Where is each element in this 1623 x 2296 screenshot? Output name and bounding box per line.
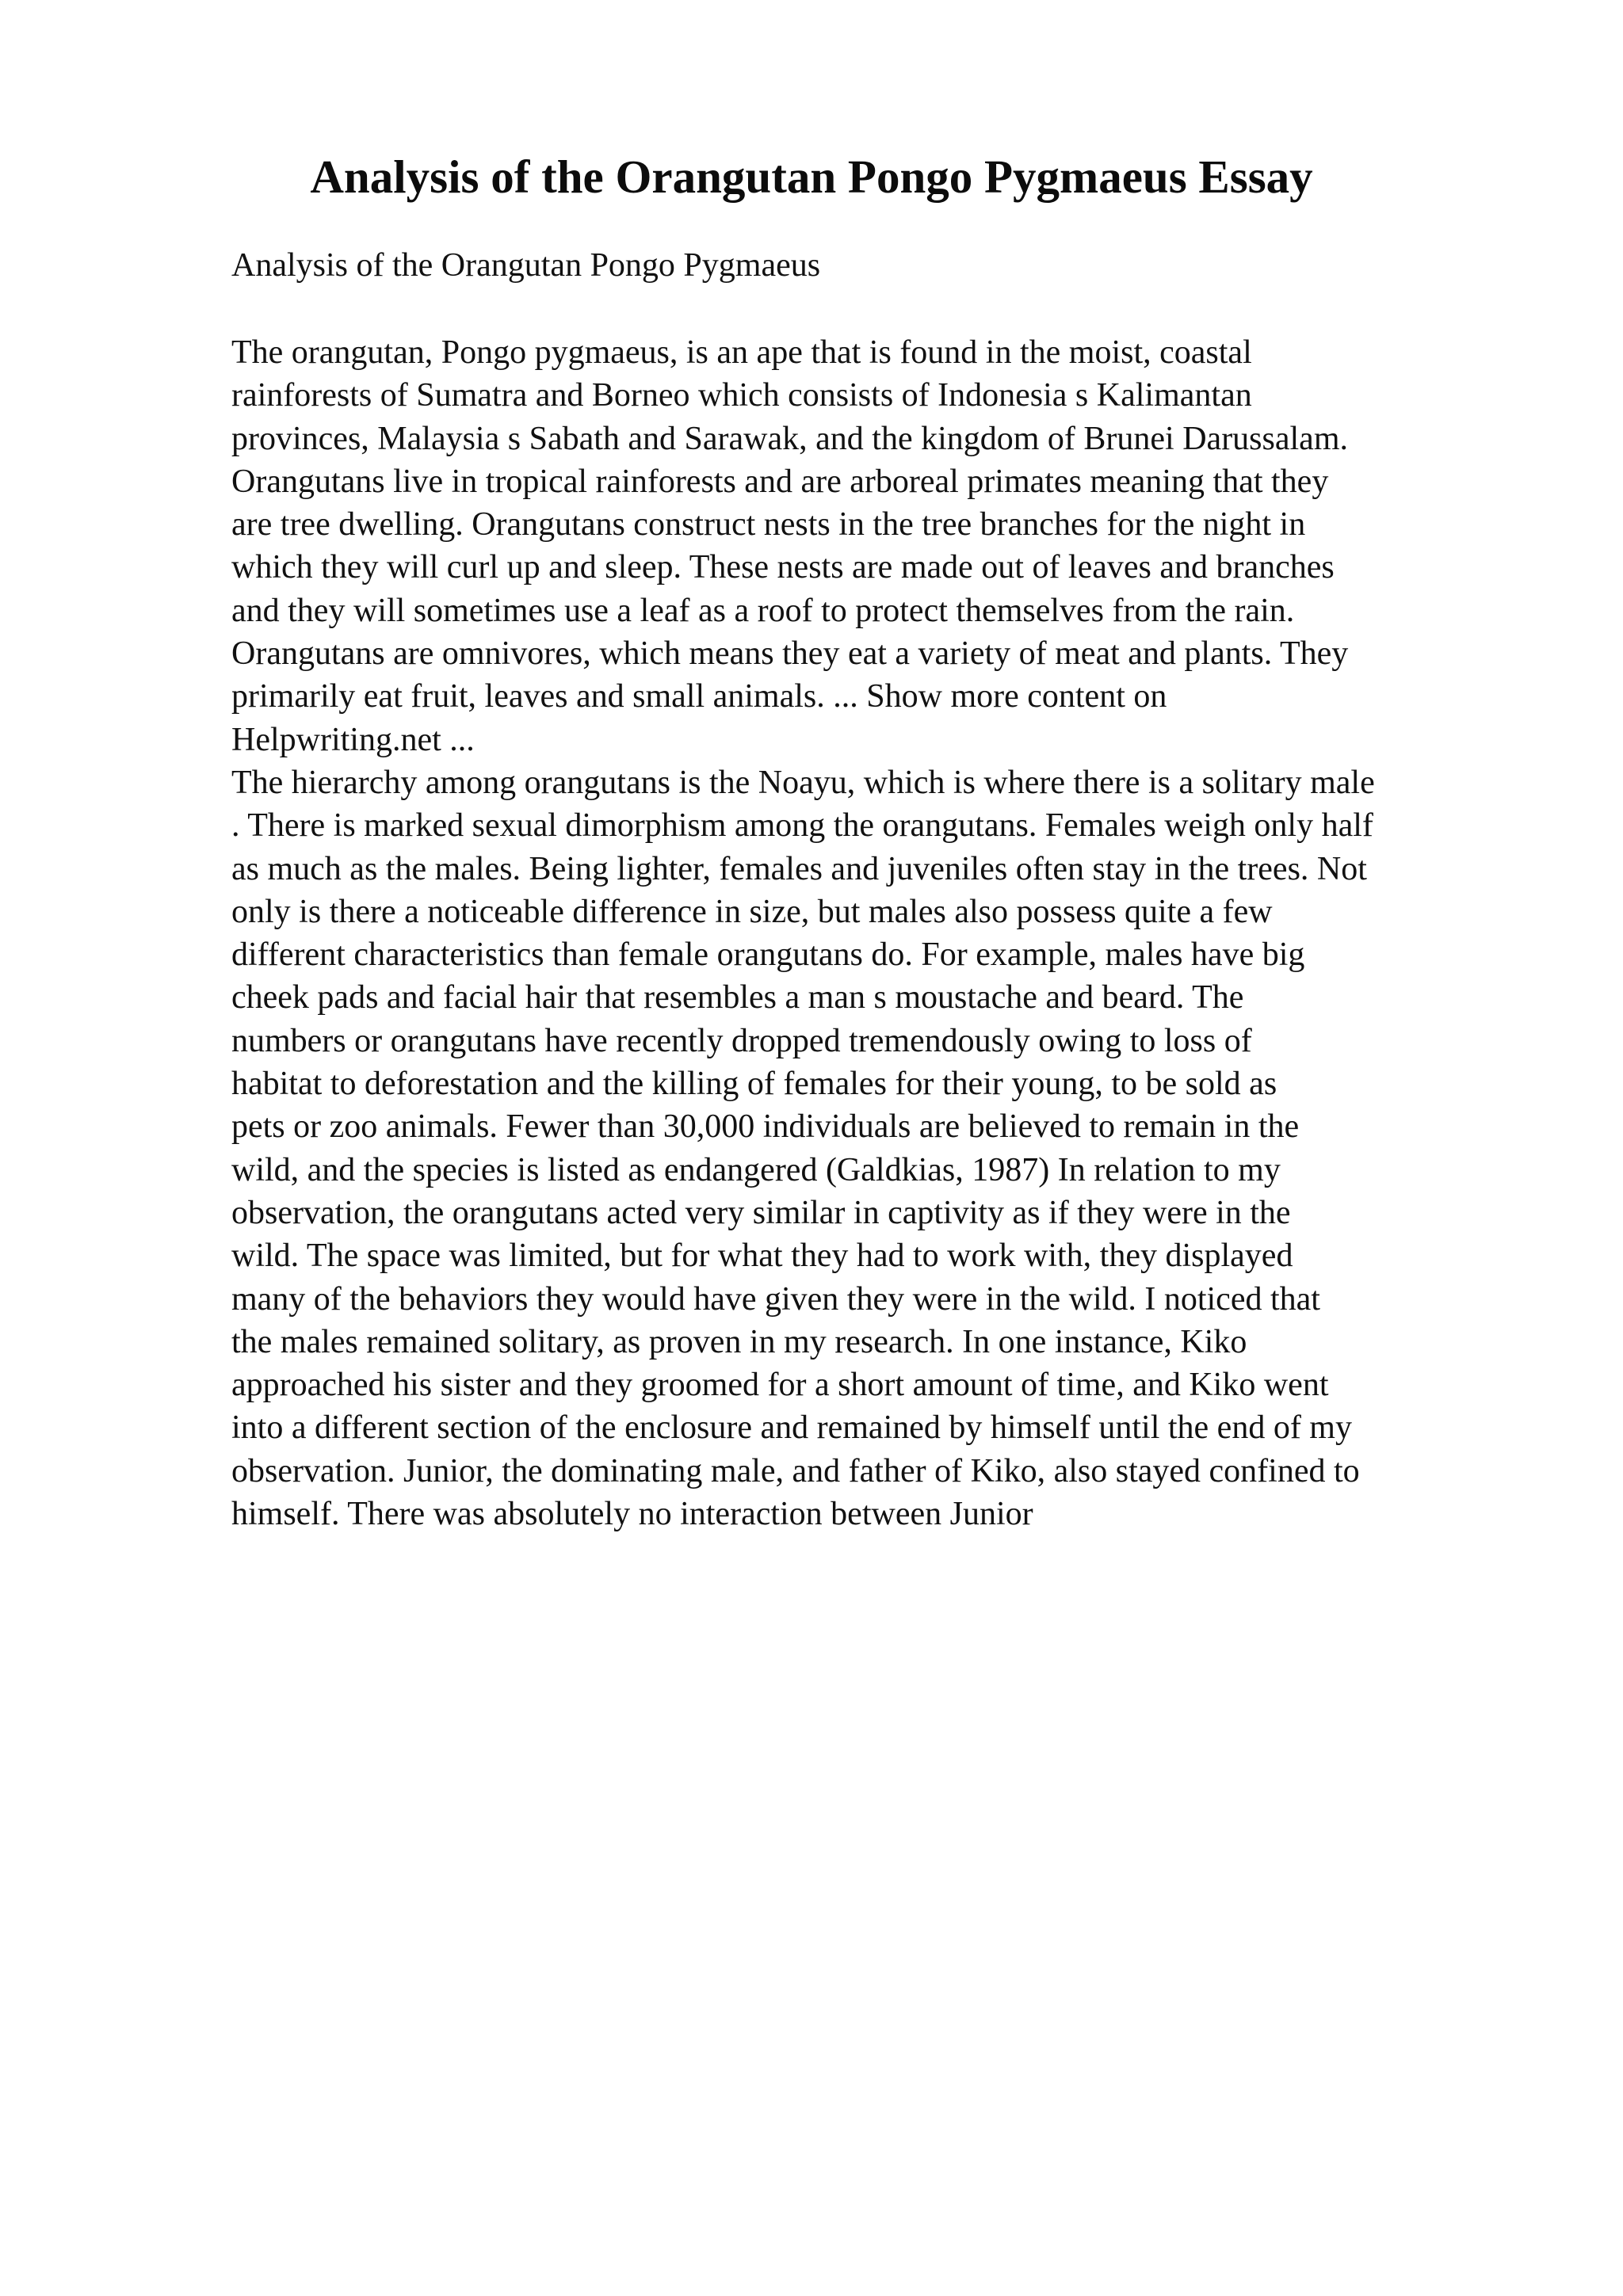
body-line: . There is marked sexual dimorphism among the orangutans. Females weigh only half xyxy=(231,807,1373,845)
body-line: observation, the orangutans acted very similar in captivity as if they were in the xyxy=(231,1194,1291,1231)
body-line: are tree dwelling. Orangutans construct nests in the tree branches for the night in xyxy=(231,506,1306,543)
document-subtitle: Analysis of the Orangutan Pongo Pygmaeus xyxy=(231,247,821,284)
body-line: primarily eat fruit, leaves and small animals. ... Show more content on xyxy=(231,678,1167,715)
body-line: Helpwriting.net ... xyxy=(231,721,475,758)
body-line: only is there a noticeable difference in size, but males also possess quite a few xyxy=(231,893,1273,930)
essay-body xyxy=(231,331,1531,1535)
body-line: Orangutans live in tropical rainforests and are arboreal primates meaning that they xyxy=(231,463,1329,500)
body-line: numbers or orangutans have recently dropped tremendously owing to loss of xyxy=(231,1022,1252,1059)
body-line: Orangutans are omnivores, which means they eat a variety of meat and plants. They xyxy=(231,635,1349,673)
body-line: provinces, Malaysia s Sabath and Sarawak, and the kingdom of Brunei Darussalam. xyxy=(231,420,1348,457)
body-line: The orangutan, Pongo pygmaeus, is an ape that is found in the moist, coastal xyxy=(231,334,1252,371)
body-line: pets or zoo animals. Fewer than 30,000 individuals are believed to remain in the xyxy=(231,1108,1300,1146)
body-line: wild, and the species is listed as endangered (Galdkias, 1987) In relation to my xyxy=(231,1151,1281,1188)
body-line: as much as the males. Being lighter, females and juveniles often stay in the trees. Not xyxy=(231,850,1367,887)
body-line: cheek pads and facial hair that resembles a man s moustache and beard. The xyxy=(231,979,1244,1016)
body-line: observation. Junior, the dominating male, and father of Kiko, also stayed confined to xyxy=(231,1452,1360,1489)
body-line: different characteristics than female orangutans do. For example, males have big xyxy=(231,936,1305,974)
body-line: the males remained solitary, as proven in my research. In one instance, Kiko xyxy=(231,1323,1247,1360)
body-line: habitat to deforestation and the killing of females for their young, to be sold as xyxy=(231,1066,1277,1103)
page-title: Analysis of the Orangutan Pongo Pygmaeus Essay xyxy=(310,151,1313,203)
body-line: The hierarchy among orangutans is the Noayu, which is where there is a solitary male xyxy=(231,764,1375,801)
body-line: rainforests of Sumatra and Borneo which consists of Indonesia s Kalimantan xyxy=(231,377,1252,414)
body-line: which they will curl up and sleep. These nests are made out of leaves and branches xyxy=(231,549,1335,586)
body-line: himself. There was absolutely no interaction between Junior xyxy=(231,1496,1033,1533)
body-line: many of the behaviors they would have given they were in the wild. I noticed that xyxy=(231,1280,1320,1318)
body-line: into a different section of the enclosure and remained by himself until the end of my xyxy=(231,1409,1352,1447)
body-line: wild. The space was limited, but for what they had to work with, they displayed xyxy=(231,1238,1293,1275)
body-line: and they will sometimes use a leaf as a roof to protect themselves from the rain. xyxy=(231,592,1295,629)
body-line: approached his sister and they groomed for a short amount of time, and Kiko went xyxy=(231,1367,1329,1404)
